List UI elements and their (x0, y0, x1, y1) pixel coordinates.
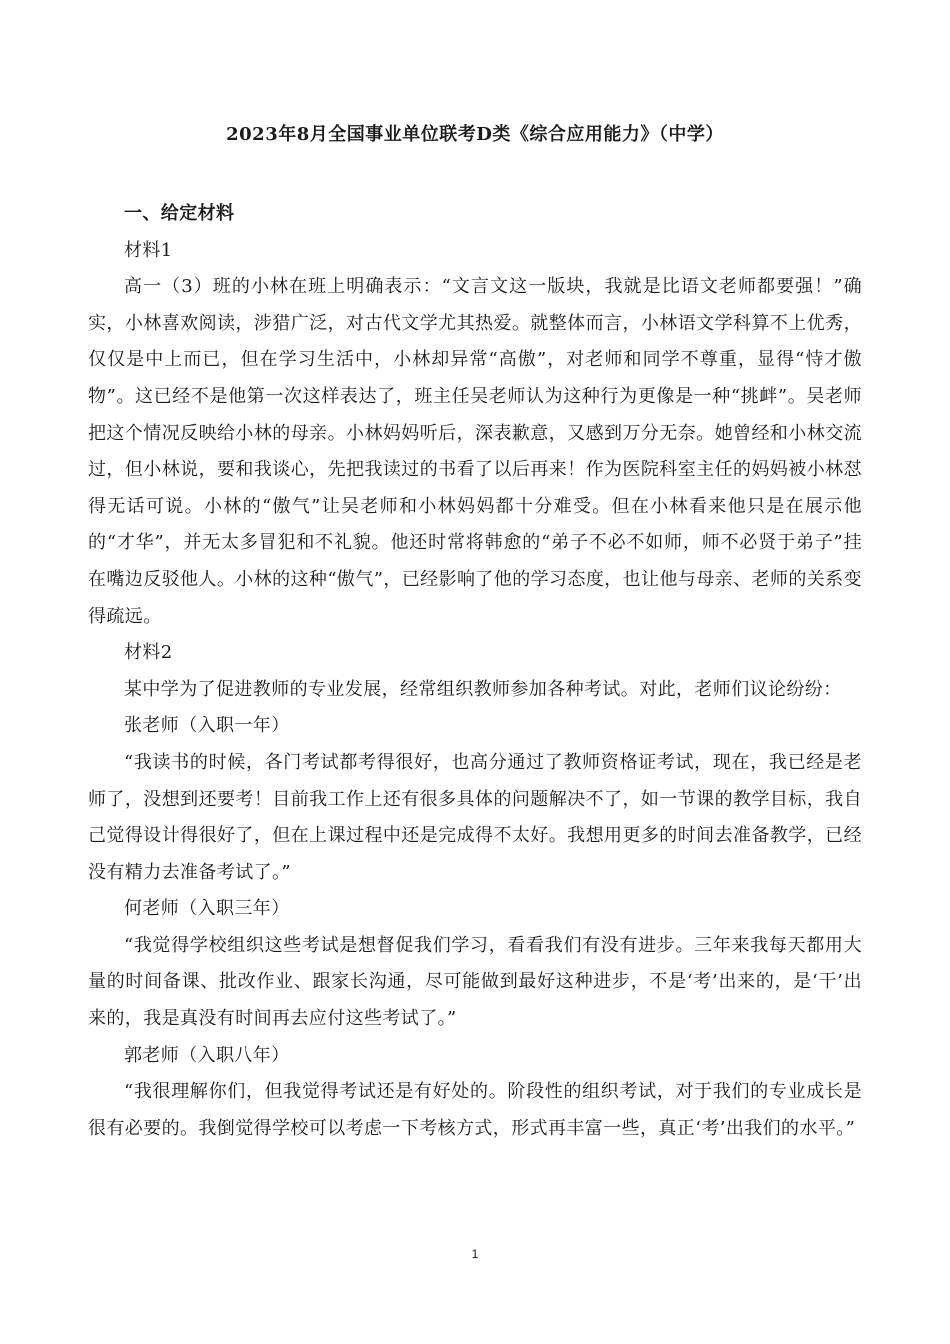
material1-label: 材料1 (124, 239, 173, 261)
teacher-name: 何老师（入职三年） (124, 898, 290, 920)
document-body (88, 196, 862, 1147)
material1-paragraph: 高一（3）班的小林在班上明确表示：“文言文这一版块，我就是比语文老师都要强！”确实，小林喜欢阅读，涉猎广泛，对古代文学尤其热爱。就整体而言，小林语文学科算不上优秀，仅仅是中上而已，但在学习生活中，小林却异常“高傲”，对老师和同学不尊重，显得“恃才傲物”。这已经不是他第一次这样表达了，班主任吴老师认为这种行为更像是一种“挑衅”。吴老师把这个情况反映给小林的母亲。小林妈妈听后，深表歉意，又感到万分无奈。她曾经和小林交流过，但小林说，要和我谈心，先把我读过的书看了以后再来！作为医院科室主任的妈妈被小林怼得无话可说。小林的“傲气”让吴老师和小林妈妈都十分难受。但在小林看来他只是在展示他的“才华”，并无太多冒犯和不礼貌。他还时常将韩愈的“弟子不必不如师，师不必贤于弟子”挂在嘴边反驳他人。小林的这种“傲气”，已经影响了他的学习态度，也让他与母亲、老师的关系变得疏远。 (88, 276, 862, 627)
document-title: 2023年8月全国事业单位联考D类《综合应用能力》（中学） (226, 124, 724, 145)
section-heading: 一、给定材料 (124, 203, 235, 224)
page-number: 1 (471, 1247, 479, 1261)
teacher-name: 郭老师（入职八年） (124, 1044, 290, 1066)
material2-intro: 某中学为了促进教师的专业发展，经常组织教师参加各种考试。对此，老师们议论纷纷： (124, 678, 842, 700)
teacher-quote: “我很理解你们，但我觉得考试还是有好处的。阶段性的组织考试，对于我们的专业成长是很有必要的。我倒觉得学校可以考虑一下考核方式，形式再丰富一些，真正‘考’出我们的水平。” (88, 1081, 862, 1139)
teacher-name: 张老师（入职一年） (124, 715, 290, 737)
teacher-quote: “我读书的时候，各门考试都考得很好，也高分通过了教师资格证考试，现在，我已经是老师了，没想到还要考！目前我工作上还有很多具体的问题解决不了，如一节课的教学目标，我自己觉得设计得很好了，但在上课过程中还是完成得不太好。我想用更多的时间去准备教学，已经没有精力去准备考试了。” (88, 751, 862, 883)
material2-label: 材料2 (124, 642, 173, 664)
teacher-quote: “我觉得学校组织这些考试是想督促我们学习，看看我们有没有进步。三年来我每天都用大量的时间备课、批改作业、跟家长沟通，尽可能做到最好这种进步，不是‘考’出来的，是‘干’出来的，我是真没有时间再去应付这些考试了。” (88, 934, 862, 1030)
